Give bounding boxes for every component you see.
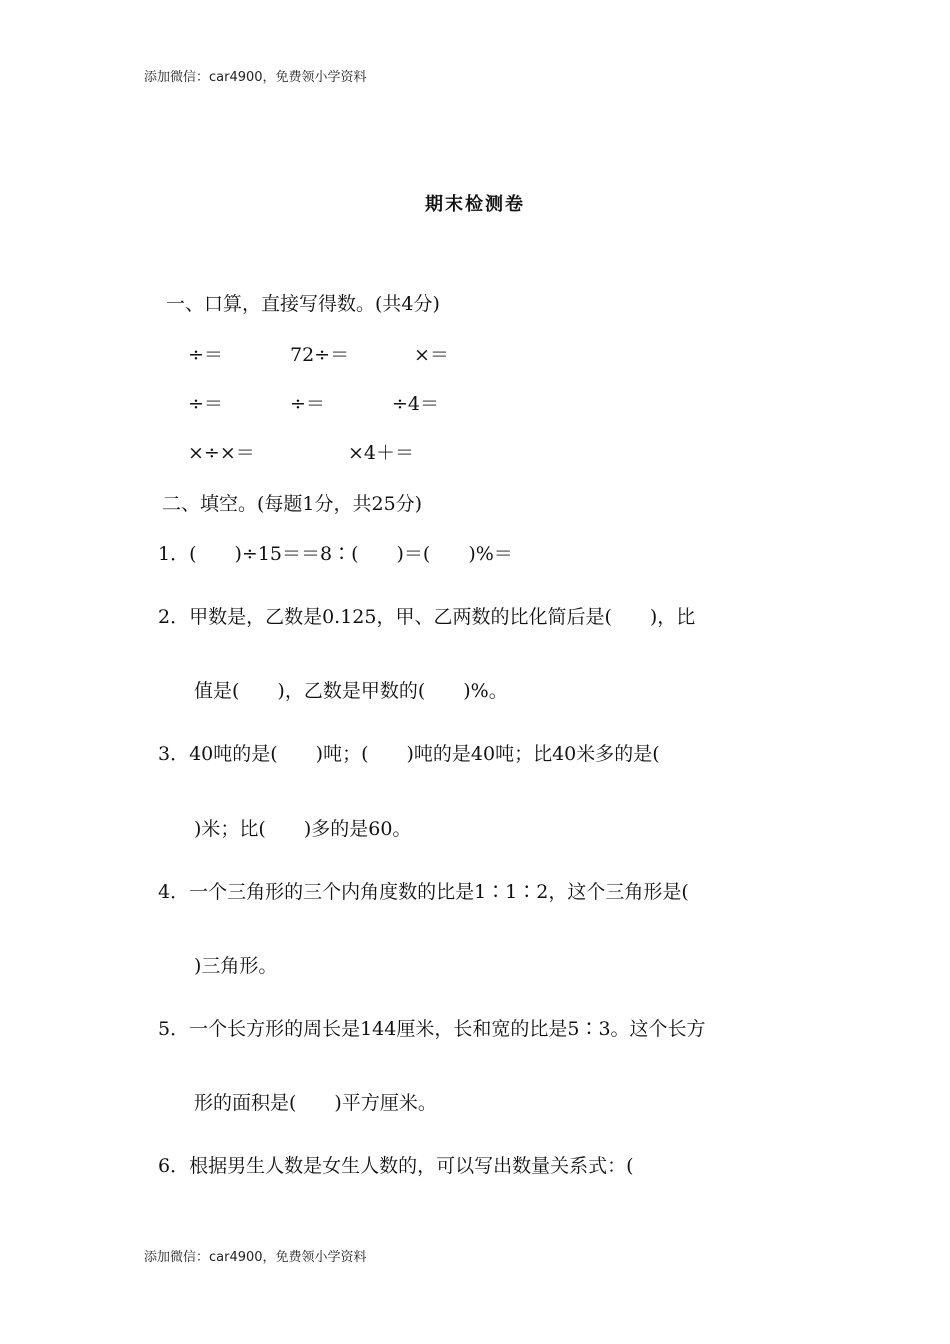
calc-item: ×＝ <box>414 344 449 366</box>
question-4-line1: 4．一个三角形的三个内角度数的比是1∶1∶2，这个三角形是( <box>158 881 689 903</box>
question-2-line2: 值是( )，乙数是甲数的( )%。 <box>194 680 508 702</box>
page-footer-watermark: 添加微信：car4900，免费领小学资料 <box>144 1250 367 1265</box>
question-1-line1: 1．( )÷15＝＝8∶( )＝( )%＝ <box>158 543 513 565</box>
calc-item: ÷＝ <box>188 344 223 366</box>
question-2-line1: 2．甲数是，乙数是0.125，甲、乙两数的比化简后是( )，比 <box>158 606 696 628</box>
page-header-watermark: 添加微信：car4900，免费领小学资料 <box>144 70 367 85</box>
section2-heading: 二、填空。(每题1分，共25分) <box>162 493 423 515</box>
calc-item: ×÷×＝ <box>188 442 255 464</box>
calc-item: ÷＝ <box>290 393 325 415</box>
question-6-line1: 6．根据男生人数是女生人数的，可以写出数量关系式：( <box>158 1155 634 1177</box>
calc-item: ÷4＝ <box>392 393 440 415</box>
question-5-line2: 形的面积是( )平方厘米。 <box>194 1092 437 1114</box>
page-title: 期末检测卷 <box>425 194 525 215</box>
question-3-line2: )米；比( )多的是60。 <box>194 818 412 840</box>
calc-item: ×4＋＝ <box>348 442 415 464</box>
question-3-line1: 3．40吨的是( )吨；( )吨的是40吨；比40米多的是( <box>158 743 660 765</box>
question-4-line2: )三角形。 <box>194 955 278 977</box>
calc-item: 72÷＝ <box>290 344 350 366</box>
question-5-line1: 5．一个长方形的周长是144厘米，长和宽的比是5∶3。这个长方 <box>158 1018 706 1040</box>
calc-item: ÷＝ <box>188 393 223 415</box>
section1-heading: 一、口算，直接写得数。(共4分) <box>166 293 440 315</box>
